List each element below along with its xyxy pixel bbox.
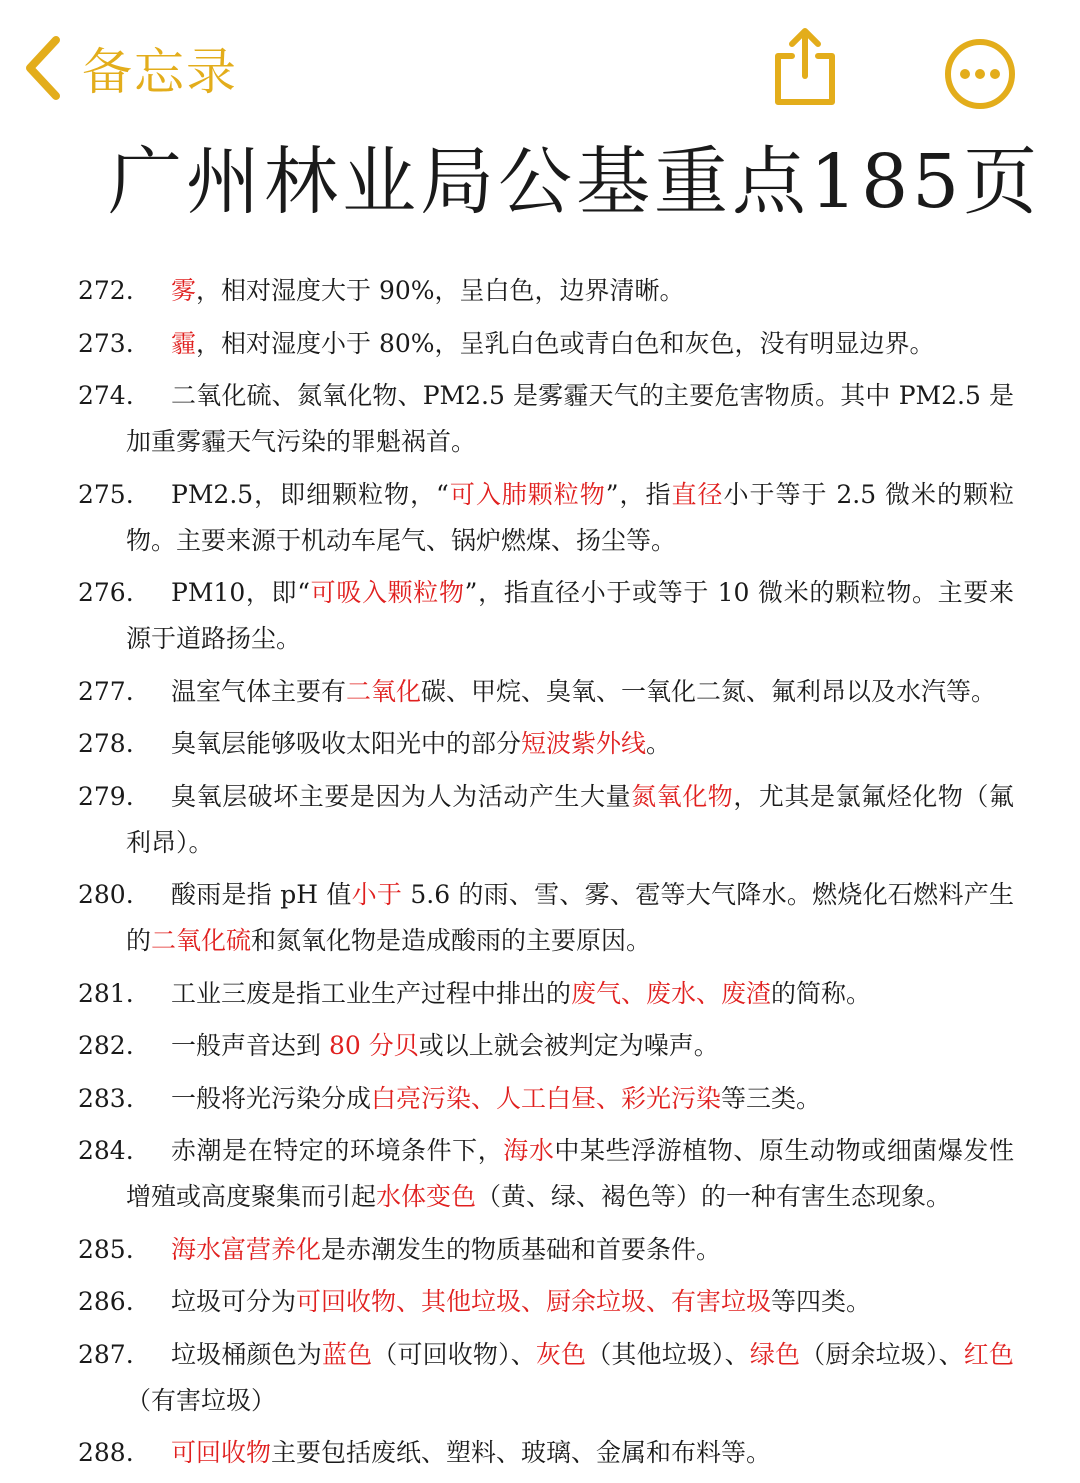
nav-bar [0, 0, 1080, 125]
note-item-number: 276. [78, 578, 134, 607]
text-segment: 工业三废是指工业生产过程中排出的 [171, 978, 572, 1008]
note-item-number: 285. [78, 1234, 134, 1264]
text-segment: 臭氧层破坏主要是因为人为活动产生大量 [171, 781, 632, 811]
note-item [0, 1128, 1080, 1220]
highlighted-text: 可回收物 [171, 1438, 272, 1467]
note-item-number: 286. [78, 1287, 134, 1316]
note-item [0, 321, 1080, 367]
note-item-text [126, 872, 1014, 964]
note-item-text [126, 570, 1014, 662]
note-item-number: 275. [78, 479, 134, 509]
chevron-left-icon [22, 36, 62, 100]
highlighted-text: 氮氧化物 [631, 781, 734, 811]
note-item-number: 273. [78, 328, 134, 358]
highlighted-text: 海水 [503, 1136, 555, 1165]
text-segment: 等四类。 [771, 1287, 872, 1316]
note-item [0, 669, 1080, 715]
note-item-text [126, 1279, 1014, 1325]
share-button[interactable] [772, 26, 838, 110]
highlighted-text: 灰色 [535, 1339, 587, 1369]
text-segment: ”，指 [605, 479, 672, 509]
text-segment: ，相对湿度小于 80%，呈乳白色或青白色和灰色，没有明显边界。 [196, 328, 935, 358]
note-item [0, 570, 1080, 662]
highlighted-text: 小于 [351, 880, 403, 909]
highlighted-text: 80 分贝 [328, 1031, 419, 1060]
note-list [0, 268, 1080, 1483]
text-segment: 温室气体主要有 [171, 676, 347, 706]
highlighted-text: 直径 [671, 479, 724, 509]
share-icon [772, 91, 838, 110]
highlighted-text: 蓝色 [321, 1339, 373, 1369]
note-item-number: 280. [78, 880, 134, 909]
note-item [0, 1227, 1080, 1273]
highlighted-text: 雾 [171, 276, 197, 305]
page-title: 广州林业局公基重点185页 [108, 139, 1042, 225]
highlighted-text: 白亮污染、人工白昼、彩光污染 [371, 1083, 722, 1113]
note-item [0, 1076, 1080, 1122]
text-segment: 。 [646, 729, 672, 758]
text-segment: （黄、绿、褐色等）的一种有害生态现象。 [476, 1182, 952, 1211]
text-segment: （有害垃圾） [126, 1385, 277, 1415]
text-segment: ，相对湿度大于 90%，呈白色，边界清晰。 [196, 276, 685, 305]
text-segment: （其他垃圾）、 [586, 1339, 750, 1369]
note-item-number: 281. [78, 978, 134, 1008]
text-segment: PM2.5，即细颗粒物，“ [171, 479, 449, 509]
text-segment: 一般声音达到 [171, 1031, 329, 1060]
note-item [0, 774, 1080, 866]
note-item-text [126, 774, 1014, 866]
highlighted-text: 水体变色 [376, 1182, 477, 1211]
text-segment: ”，指直径小于或等于 10 微米的颗粒物。主要来源于道路扬尘。 [126, 578, 1014, 653]
note-item-text [126, 1430, 1014, 1476]
note-item-text [126, 1128, 1014, 1220]
highlighted-text: 可入肺颗粒物 [448, 479, 606, 509]
note-item-number: 288. [78, 1438, 134, 1467]
note-item [0, 373, 1080, 465]
highlighted-text: 废气、废水、废渣 [571, 978, 772, 1008]
note-item-number: 272. [78, 276, 134, 305]
text-segment: 一般将光污染分成 [171, 1083, 372, 1113]
highlighted-text: 海水富营养化 [171, 1234, 322, 1264]
highlighted-text: 霾 [171, 328, 197, 358]
highlighted-text: 可吸入颗粒物 [310, 578, 465, 607]
more-options-button[interactable] [944, 38, 1016, 114]
text-segment: 臭氧层能够吸收太阳光中的部分 [171, 729, 522, 758]
text-segment: ，尤其是氯氟烃化物（氟利昂）。 [126, 781, 1014, 857]
note-item [0, 268, 1080, 314]
note-item-number: 274. [78, 381, 134, 410]
note-item [0, 1279, 1080, 1325]
text-segment: （厨余垃圾）、 [800, 1339, 964, 1369]
note-item [0, 472, 1080, 564]
back-label: 备忘录 [82, 43, 238, 101]
note-item-text [126, 721, 1014, 767]
note-item [0, 872, 1080, 964]
text-segment: 赤潮是在特定的环境条件下， [171, 1136, 504, 1165]
note-item [0, 1023, 1080, 1069]
text-segment: （可回收物）、 [372, 1339, 536, 1369]
text-segment: 或以上就会被判定为噪声。 [418, 1031, 719, 1060]
note-item [0, 1332, 1080, 1424]
note-item-number: 283. [78, 1083, 134, 1113]
note-item-text [126, 321, 1014, 367]
highlighted-text: 二氧化硫 [151, 926, 252, 955]
text-segment: 二氧化硫、氮氧化物、PM2.5 是雾霾天气的主要危害物质。其中 PM2.5 是加重雾霾天气污染的罪魁祸首。 [126, 381, 1014, 456]
text-segment: 垃圾可分为 [171, 1287, 297, 1316]
note-item-number: 282. [78, 1031, 134, 1060]
back-button[interactable] [22, 36, 238, 100]
note-item-text [126, 1023, 1014, 1069]
highlighted-text: 红色 [963, 1339, 1014, 1369]
text-segment: PM10，即“ [171, 578, 310, 607]
text-segment: 和氮氧化物是造成酸雨的主要原因。 [251, 926, 652, 955]
text-segment: 垃圾桶颜色为 [171, 1339, 322, 1369]
note-item-number: 284. [78, 1136, 134, 1165]
note-item-number: 277. [78, 676, 134, 706]
highlighted-text: 绿色 [749, 1339, 801, 1369]
text-segment: 小于等于 2.5 微米的颗粒物。主要来源于机动车尾气、锅炉燃煤、扬尘等。 [126, 479, 1014, 555]
note-item-text [126, 268, 1014, 314]
note-item [0, 971, 1080, 1017]
text-segment: 酸雨是指 pH 值 [171, 880, 352, 909]
note-item-number: 278. [78, 729, 134, 758]
note-item-text [126, 1332, 1014, 1424]
note-item-text [126, 472, 1014, 564]
text-segment: 是赤潮发生的物质基础和首要条件。 [321, 1234, 722, 1264]
note-item-text [126, 971, 1014, 1017]
text-segment: 的简称。 [771, 978, 872, 1008]
more-icon [944, 95, 1016, 114]
note-item-number: 287. [78, 1339, 134, 1369]
text-segment: 等三类。 [721, 1083, 822, 1113]
text-segment: 5.6 的雨、雪、雾、雹等大气降水。燃烧化石燃料产生的 [126, 880, 1014, 955]
note-item-text [126, 1076, 1014, 1122]
text-segment: 主要包括废纸、塑料、玻璃、金属和布料等。 [271, 1438, 772, 1467]
note-item [0, 721, 1080, 767]
note-item [0, 1430, 1080, 1476]
note-item-number: 279. [78, 781, 134, 811]
highlighted-text: 二氧化 [346, 676, 422, 706]
highlighted-text: 可回收物、其他垃圾、厨余垃圾、有害垃圾 [296, 1287, 772, 1316]
note-item-text [126, 373, 1014, 465]
text-segment: 碳、甲烷、臭氧、一氧化二氮、氟利昂以及水汽等。 [421, 676, 997, 706]
highlighted-text: 短波紫外线 [521, 729, 647, 758]
note-item-text [126, 669, 1014, 715]
text-segment: 中某些浮游植物、原生动物或细菌爆发性增殖或高度聚集而引起 [126, 1136, 1014, 1211]
note-item-text [126, 1227, 1014, 1273]
